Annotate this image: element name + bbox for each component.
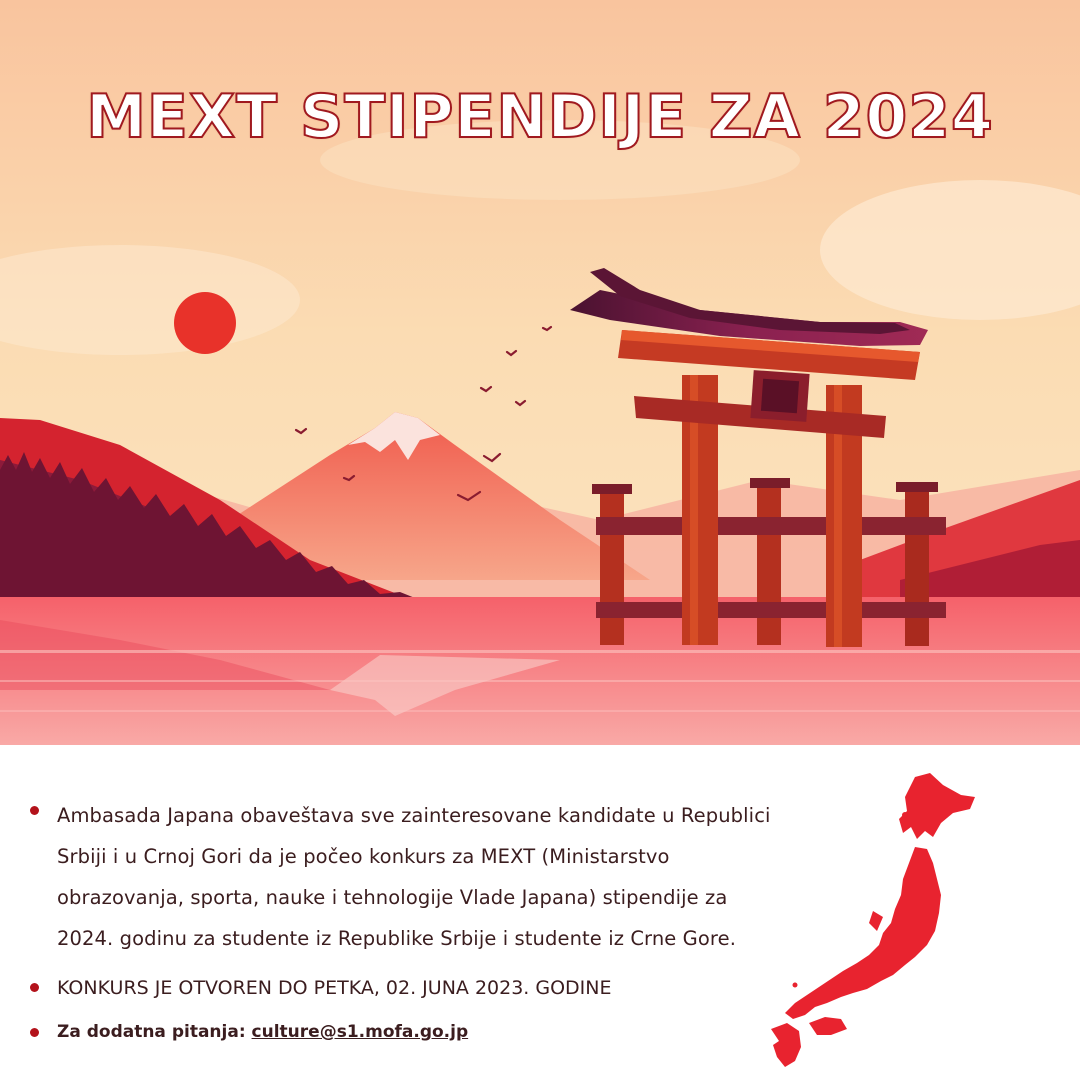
deadline-text: KONKURS JE OTVOREN DO PETKA, 02. JUNA 2023. GODINE	[57, 977, 612, 999]
sun-icon	[174, 292, 236, 354]
page-title: MEXT STIPENDIJE ZA 2024	[86, 82, 994, 152]
japan-map-icon	[765, 767, 980, 1067]
deadline-item	[30, 977, 612, 999]
info-section	[0, 745, 1080, 1080]
contact-email-link[interactable]: culture@s1.mofa.go.jp	[251, 1022, 469, 1042]
bullet-dot	[30, 1028, 39, 1037]
announcement-item	[30, 795, 790, 959]
announcement-text: Ambasada Japana obaveštava sve zainteresovane kandidate u Republici Srbiji i u Crnoj Gori da je počeo konkurs za MEXT (Ministarstvo obrazovanja, sporta, nauke i tehnologije Vlade Japana) stipendije za 2024. godinu za studente iz Republike Srbije i studente iz Crne Gore.	[57, 804, 771, 950]
contact-label: Za dodatna pitanja:	[57, 1022, 246, 1042]
bullet-dot	[30, 806, 39, 815]
contact-item	[30, 1021, 468, 1043]
bullet-dot	[30, 983, 39, 992]
